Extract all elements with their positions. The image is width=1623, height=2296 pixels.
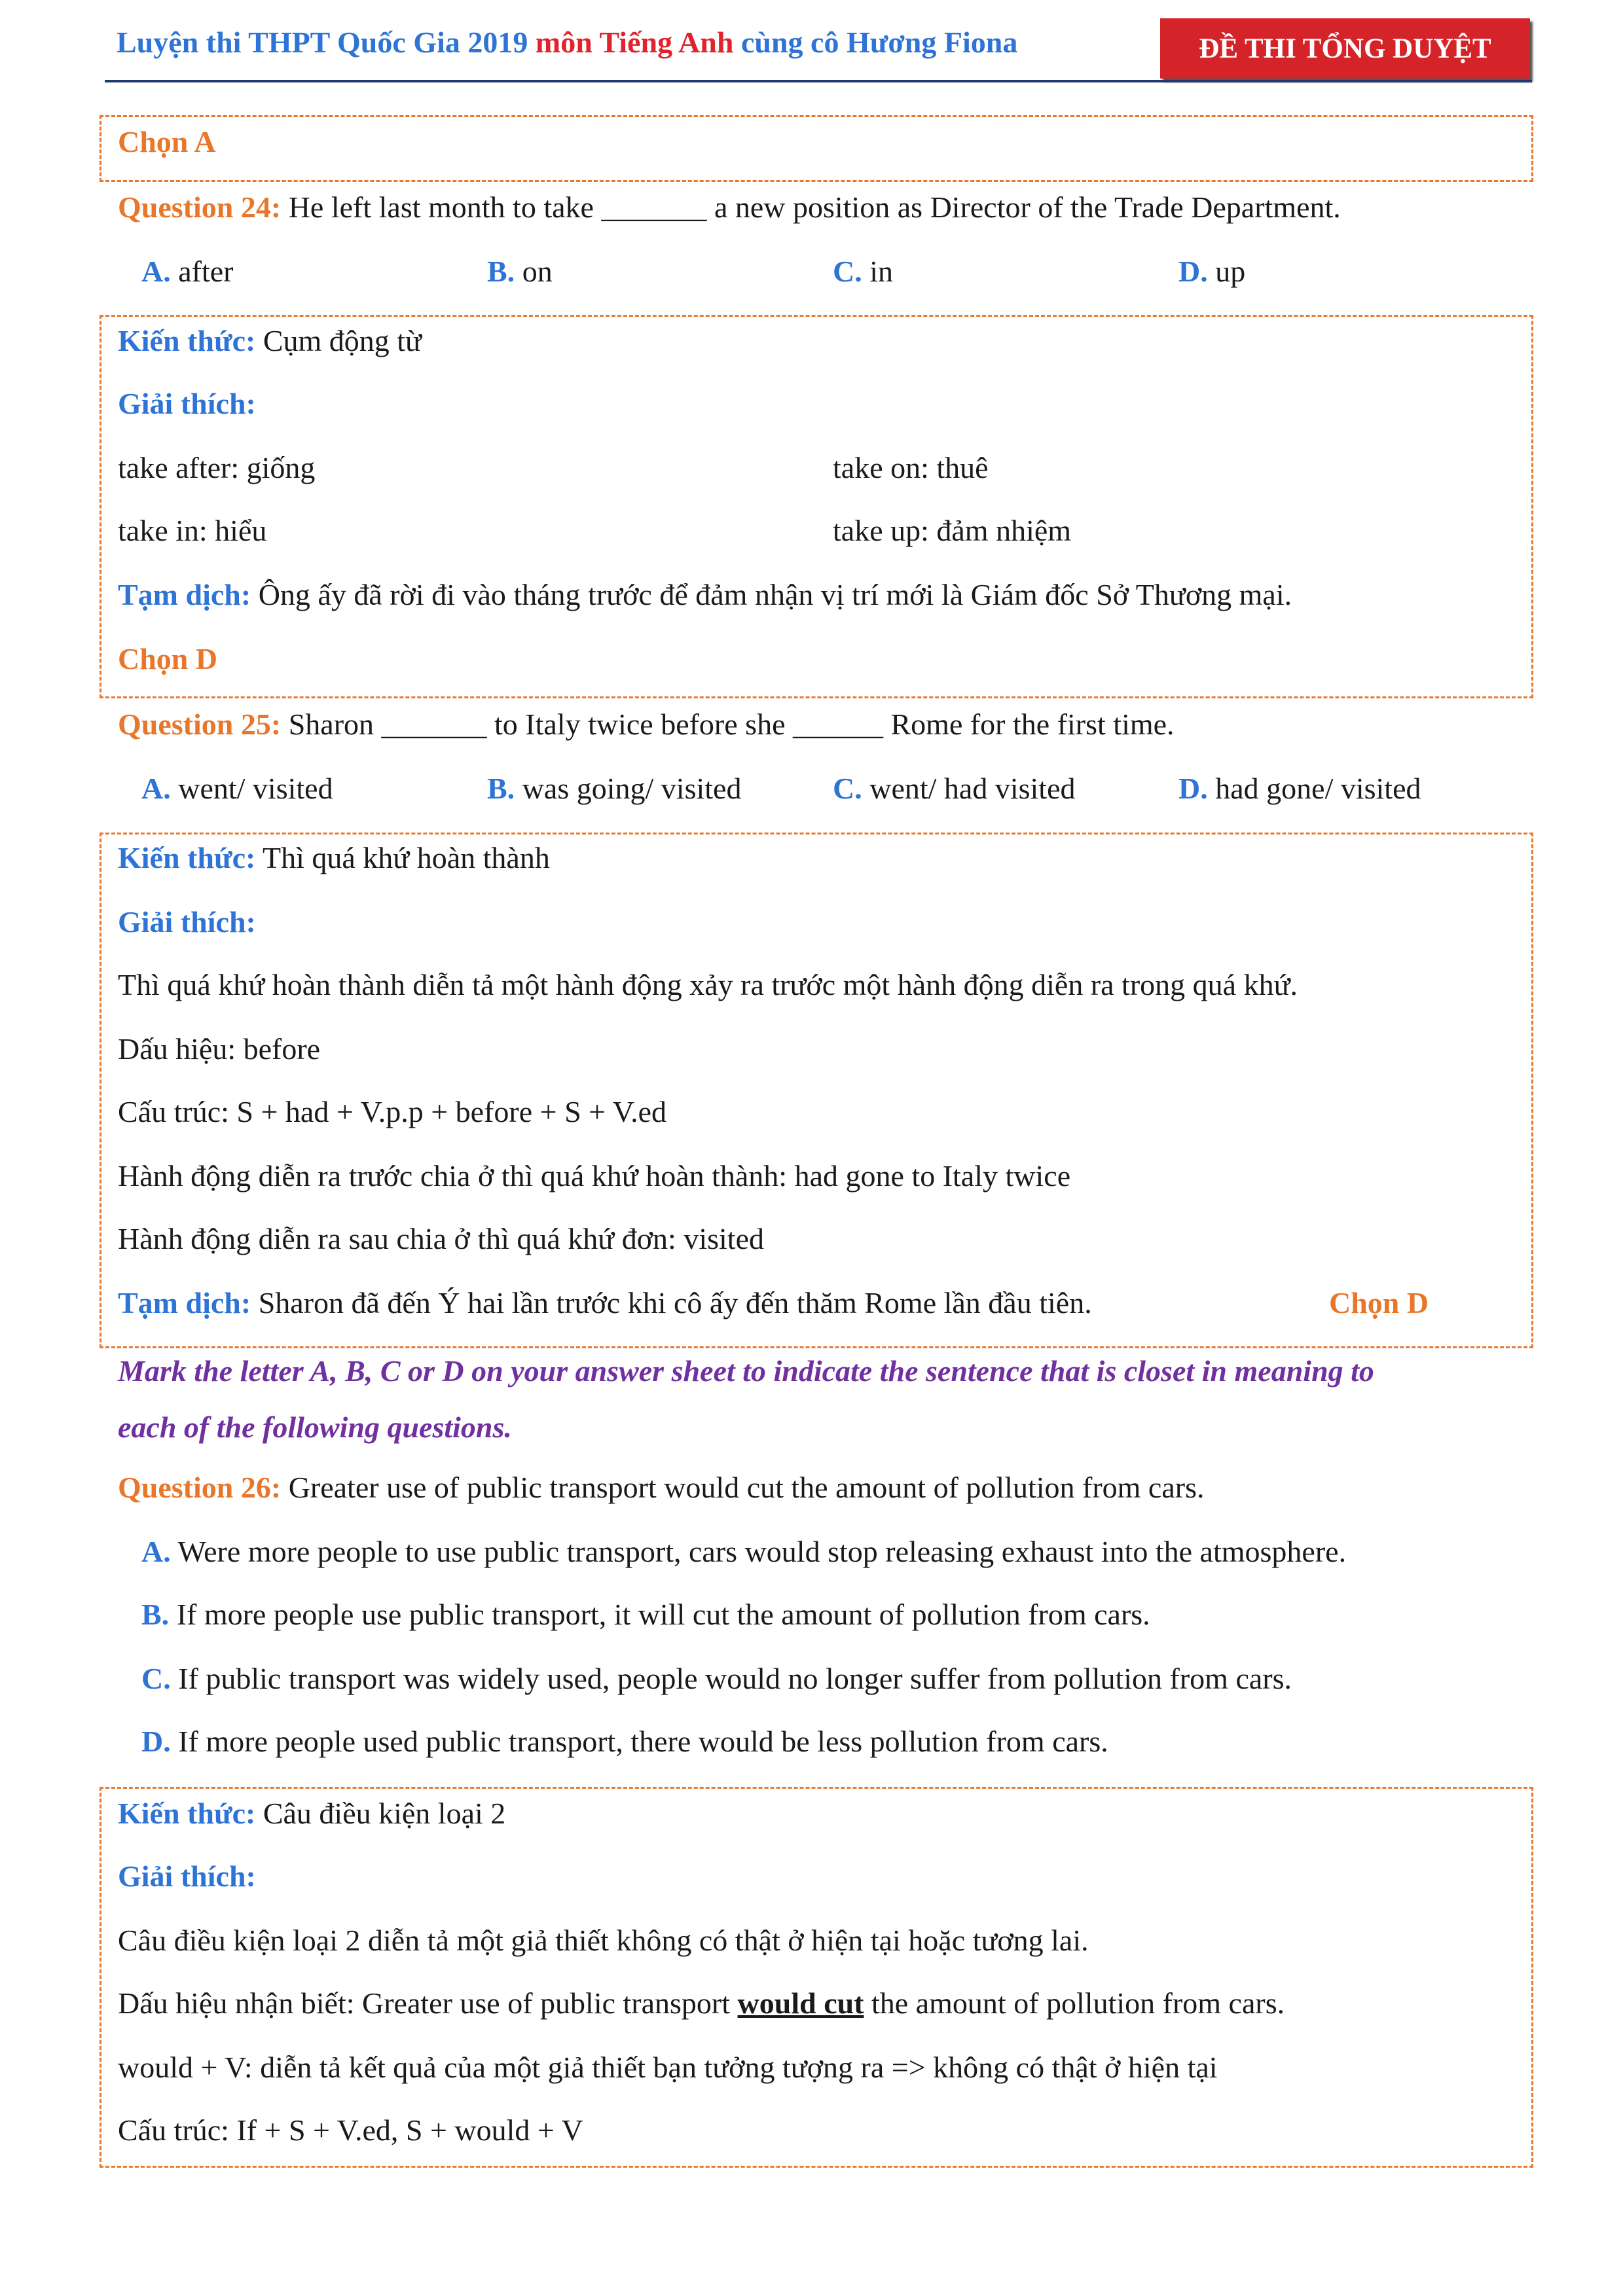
q24-option-c: C. in <box>833 255 894 288</box>
q24-option-b: B. on <box>487 255 553 288</box>
q25-translation: Tạm dịch: Sharon đã đến Ý hai lần trước khi cô ấy đến thăm Rome lần đầu tiên. <box>118 1286 1092 1319</box>
q24-question <box>118 190 1341 224</box>
q26-option-d: D. If more people used public transport, there would be less pollution from cars. <box>141 1725 1108 1758</box>
q24-choose: Chọn D <box>118 642 218 675</box>
header-title-part3: cùng cô Hương Fiona <box>733 26 1018 59</box>
header-rule <box>105 80 1532 82</box>
q25-line-1: Thì quá khứ hoàn thành diễn tả một hành động xảy ra trước một hành động diễn ra trong quá khứ. <box>118 968 1298 1001</box>
q25-knowledge: Kiến thức: Thì quá khứ hoàn thành <box>118 841 550 874</box>
instruction-line-2: each of the following questions. <box>118 1410 512 1444</box>
q24-knowledge: Kiến thức: Cụm động từ <box>118 324 422 357</box>
q25-option-b: B. was going/ visited <box>487 772 742 805</box>
q26-line-2: Dấu hiệu nhận biết: Greater use of public transport would cut the amount of pollution from cars. <box>118 1986 1285 2020</box>
q25-line-2: Dấu hiệu: before <box>118 1032 321 1066</box>
header-title <box>117 25 1017 60</box>
q24-label: Question 24: <box>118 190 282 224</box>
q23-choose: Chọn A <box>118 125 216 158</box>
q24-pair-2-left: take in: hiểu <box>118 514 267 547</box>
q25-explain-label: Giải thích: <box>118 905 256 939</box>
q25-line-3: Cấu trúc: S + had + V.p.p + before + S + V.ed <box>118 1095 666 1128</box>
q26-underlined-phrase: would cut <box>737 1986 864 2020</box>
q24-pair-1-right: take on: thuê <box>833 451 989 484</box>
q25-line-4: Hành động diễn ra trước chia ở thì quá khứ hoàn thành: had gone to Italy twice <box>118 1159 1071 1193</box>
q24-explain-label: Giải thích: <box>118 387 256 420</box>
answer-box-q24 <box>100 315 1533 698</box>
q24-option-d: D. up <box>1178 255 1246 288</box>
q24-text: He left last month to take _______ a new position as Director of the Trade Department. <box>281 190 1341 224</box>
header-title-part1: Luyện thi THPT Quốc Gia 2019 <box>117 26 536 59</box>
q26-option-c: C. If public transport was widely used, people would no longer suffer from pollution from cars. <box>141 1662 1292 1695</box>
q26-line-1: Câu điều kiện loại 2 diễn tả một giả thiết không có thật ở hiện tại hoặc tương lai. <box>118 1924 1089 1957</box>
q24-pair-1-left: take after: giống <box>118 451 316 484</box>
q26-explain-label: Giải thích: <box>118 1859 256 1893</box>
q26-question: Question 26: Greater use of public transport would cut the amount of pollution from cars. <box>118 1471 1205 1504</box>
q26-line-3: would + V: diễn tả kết quả của một giả thiết bạn tưởng tượng ra => không có thật ở hiện tại <box>118 2051 1218 2084</box>
q26-option-b: B. If more people use public transport, it will cut the amount of pollution from cars. <box>141 1598 1150 1631</box>
q26-option-a: A. Were more people to use public transport, cars would stop releasing exhaust into the atmosphere. <box>141 1535 1347 1568</box>
q25-question: Question 25: Sharon _______ to Italy twice before she ______ Rome for the first time. <box>118 708 1175 741</box>
exam-badge: ĐỀ THI TỔNG DUYỆT <box>1160 18 1530 79</box>
q26-knowledge: Kiến thức: Câu điều kiện loại 2 <box>118 1797 506 1830</box>
answer-box-q23 <box>100 115 1533 182</box>
header-title-part2: môn Tiếng Anh <box>535 26 734 59</box>
q25-option-a: A. went/ visited <box>141 772 333 805</box>
q25-line-5: Hành động diễn ra sau chia ở thì quá khứ đơn: visited <box>118 1222 765 1255</box>
q24-translation: Tạm dịch: Ông ấy đã rời đi vào tháng trước để đảm nhận vị trí mới là Giám đốc Sở Thương mại. <box>118 578 1292 611</box>
q25-option-c: C. went/ had visited <box>833 772 1076 805</box>
answer-box-q26 <box>100 1787 1533 2168</box>
q26-line-4: Cấu trúc: If + S + V.ed, S + would + V <box>118 2113 583 2147</box>
instruction-line-1: Mark the letter A, B, C or D on your answer sheet to indicate the sentence that is closet in meaning to <box>118 1354 1374 1388</box>
q24-option-a: A. after <box>141 255 234 288</box>
answer-box-q25 <box>100 833 1533 1348</box>
q25-option-d: D. had gone/ visited <box>1178 772 1421 805</box>
q24-pair-2-right: take up: đảm nhiệm <box>833 514 1072 547</box>
q25-choose: Chọn D <box>1329 1286 1429 1319</box>
